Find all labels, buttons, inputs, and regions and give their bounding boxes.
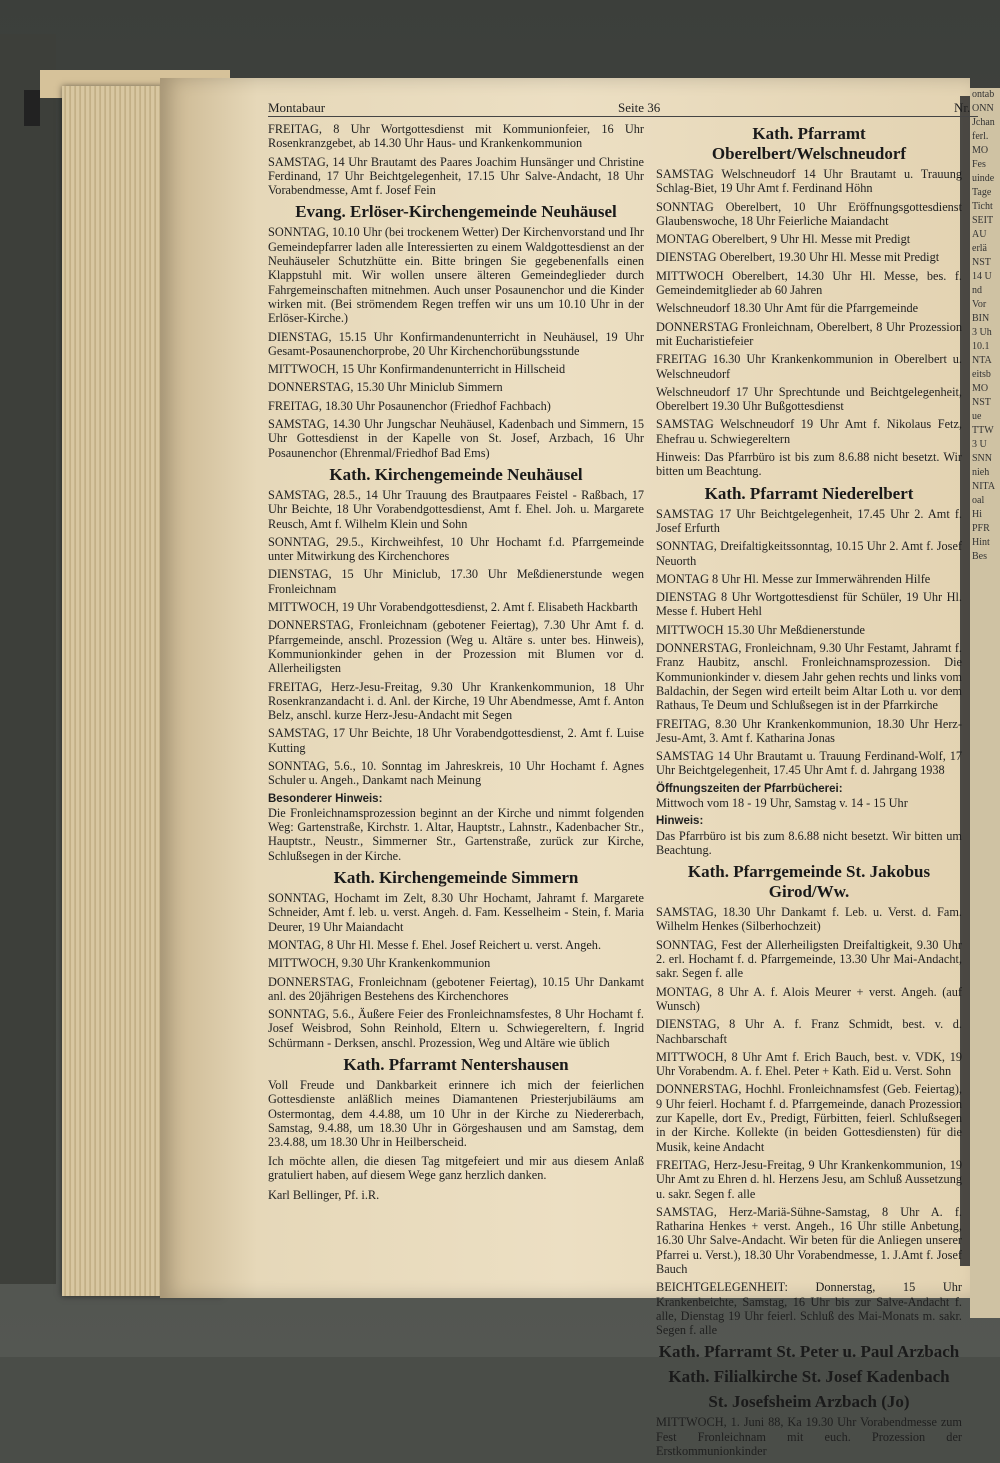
- next-page-fragment: NTA: [972, 355, 992, 366]
- service-entry: DONNERSTAG, Fronleichnam (gebotener Feiertag), 10.15 Uhr Dankamt anl. des 20jährigen Bestehens des Kirchenchores: [268, 974, 644, 1003]
- opening-hours-text: Mittwoch vom 18 - 19 Uhr, Samstag v. 14 - 15 Uhr: [656, 795, 908, 810]
- service-entry: BEICHTGELEGENHEIT: Donnerstag, 15 Uhr Krankenbeichte, Samstag, 16 Uhr bis zur Salve-Andacht f. alle, Dienstag 19 Uhr feierl. Schluß des Mai-Monats m. sakr. Segen f. alle: [656, 1280, 962, 1338]
- hint-label: Hinweis:: [656, 815, 704, 828]
- next-page-fragment: 14 U: [972, 271, 992, 282]
- service-entry: SONNTAG, Dreifaltigkeitssonntag, 10.15 Uhr 2. Amt f. Josef Neuorth: [656, 539, 962, 568]
- next-page-fragment: NST: [972, 257, 991, 268]
- service-entry: Voll Freude und Dankbarkeit erinnere ich mich der feierlichen Gottesdienste anläßlich meines Diamantenen Priesterjubiläums am Ostermontag, dem 4.4.88, um 10 Uhr in der Kirche zu Niedererbach, Samstag, 9.4.88, um 18.30 Uhr in Görgeshausen und am Samstag, dem 23.4.88, um 18.30 Uhr in Heilberscheid.: [268, 1078, 644, 1150]
- section-title: Kath. Filialkirche St. Josef Kadenbach: [668, 1367, 950, 1387]
- service-entry: MITTWOCH 15.30 Uhr Meßdienerstunde: [656, 622, 866, 637]
- hint-label: Besonderer Hinweis:: [268, 792, 383, 805]
- next-page-fragment: ferl.: [972, 131, 989, 142]
- header-issue: Nr.: [954, 100, 971, 115]
- next-page-fragment: Bes: [972, 551, 987, 562]
- service-entry: DONNERSTAG, Hochhl. Fronleichnamsfest (Geb. Feiertag), 9 Uhr feierl. Hochamt f. d. Pfarrgemeinde, danach Prozession zur Kapelle, dort Ev., Predigt, Fürbitten, feierl. Schlußsegen in der Kirche. Kollekte (in beiden Gottesdiensten) für die Musik, keine Andacht: [656, 1082, 962, 1154]
- church-section: [656, 1367, 962, 1387]
- section-title: St. Josefsheim Arzbach (Jo): [708, 1392, 910, 1412]
- next-page-fragment: Fes: [972, 159, 986, 170]
- church-section: [656, 1392, 962, 1458]
- section-title: Kath. Pfarramt Niederelbert: [704, 483, 914, 503]
- next-page-fragment: Vor: [972, 299, 987, 310]
- next-page-fragment: nd: [972, 285, 982, 296]
- service-entry: FREITAG, 18.30 Uhr Posaunenchor (Friedhof Fachbach): [268, 398, 551, 413]
- service-entry: SONNTAG, 5.6., 10. Sonntag im Jahreskreis, 10 Uhr Hochamt f. Agnes Schuler u. Angeh., Dankamt nach Meinung: [268, 758, 644, 788]
- service-entry: DONNERSTAG, Fronleichnam, 9.30 Uhr Festamt, Jahramt f. Franz Haubitz, anschl. Fronleichnamsprozession. Die Kommunionkinder v. diesem Jahr gehen rechts und links vom Baldachin, der Segen wird erteilt beim Altar Loth u. vor dem Rathaus, Te Deum und Schlußsegen ist in der Pfarrkirche: [656, 641, 962, 713]
- next-page-fragment: ue: [972, 411, 982, 422]
- service-entry: FREITAG, Herz-Jesu-Freitag, 9 Uhr Krankenkommunion, 19 Uhr Amt zu Ehren d. hl. Herzens Jesu, am Schluß Aussetzung u. sakr. Segen f. alle: [656, 1157, 962, 1201]
- church-section: [656, 124, 962, 479]
- church-section: [268, 202, 644, 459]
- binder-clip: [24, 90, 40, 126]
- service-entry: MITTWOCH, 8 Uhr Amt f. Erich Bauch, best. v. VDK, 19 Uhr Vorabendm. A. f. Ehel. Peter + Kath. Eid u. Verst. Sohn: [656, 1049, 962, 1079]
- next-page-fragment: TTW: [972, 425, 994, 436]
- church-section: [268, 1055, 644, 1202]
- next-page-fragment: oal: [972, 495, 985, 506]
- next-page-fragment: eitsb: [972, 369, 991, 380]
- service-entry: SAMSTAG, 17 Uhr Beichte, 18 Uhr Vorabendgottesdienst, 2. Amt f. Luise Kutting: [268, 726, 644, 755]
- service-entry: SONNTAG, Fest der Allerheiligsten Dreifaltigkeit, 9.30 Uhr 2. erl. Hochamt f. d. Pfarrgemeinde, 13.30 Uhr Mai-Andacht, sakr. Segen f. alle: [656, 937, 962, 981]
- service-entry: MITTWOCH, 19 Uhr Vorabendgottesdienst, 2. Amt f. Elisabeth Hackbarth: [268, 600, 638, 615]
- section-title: Kath. Pfarramt St. Peter u. Paul Arzbach: [658, 1342, 960, 1362]
- binder-tab: [0, 34, 56, 1284]
- service-entry: DIENSTAG 8 Uhr Wortgottesdienst für Schüler, 19 Uhr Hl. Messe f. Hubert Hehl: [656, 590, 962, 619]
- signature: Karl Bellinger, Pf. i.R.: [268, 1188, 380, 1203]
- section-title: Kath. Pfarramt Nentershausen: [343, 1055, 569, 1075]
- service-entry: SAMSTAG, 18.30 Uhr Dankamt f. Leb. u. Verst. d. Fam. Wilhelm Henkes (Silberhochzeit): [656, 905, 962, 934]
- service-entry: SONNTAG, 29.5., Kirchweihfest, 10 Uhr Hochamt f.d. Pfarrgemeinde unter Mitwirkung des Kirchenchores: [268, 534, 644, 564]
- service-entry: DONNERSTAG, Fronleichnam (gebotener Feiertag), 7.30 Uhr Amt f. d. Pfarrgemeinde, anschl. Prozession (Weg u. Altäre s. unter bes. Hinweis), Kommunionkinder gehen in der Prozession mit Blumen vor d. Allerheiligsten: [268, 618, 644, 676]
- section-title: Kath. Kirchengemeinde Simmern: [333, 868, 579, 888]
- next-page-fragment: Tage: [972, 187, 992, 198]
- service-entry: SAMSTAG 17 Uhr Beichtgelegenheit, 17.45 Uhr 2. Amt f. Josef Erfurth: [656, 506, 962, 535]
- service-entry: MITTWOCH, 15 Uhr Konfirmandenunterricht in Hillscheid: [268, 362, 566, 377]
- right-column: [656, 120, 962, 1463]
- next-page-fragment: Ticht: [972, 201, 993, 212]
- next-page-fragment: BIN: [972, 313, 990, 324]
- service-entry: MITTWOCH, 1. Juni 88, Ka 19.30 Uhr Vorabendmesse zum Fest Fronleichnam mit euch. Prozession der Erstkommunionkinder: [656, 1415, 962, 1459]
- service-entry: MONTAG, 8 Uhr Hl. Messe f. Ehel. Josef Reichert u. verst. Angeh.: [268, 937, 602, 952]
- section-title: Kath. Kirchengemeinde Neuhäusel: [329, 464, 583, 484]
- service-entry: Welschneudorf 18.30 Uhr Amt für die Pfarrgemeinde: [656, 301, 919, 316]
- service-entry: SAMSTAG, 14.30 Uhr Jungschar Neuhäusel, Kadenbach und Simmern, 15 Uhr Gottesdienst in der Kapelle von St. Josef, Arzbach, 16 Uhr Posaunenchor (Ehrenmal/Friedhof Bad Ems): [268, 417, 644, 460]
- next-page-fragment: 3 Uh: [972, 327, 992, 338]
- section-title: Evang. Erlöser-Kirchengemeinde Neuhäusel: [295, 202, 617, 222]
- church-section: [268, 465, 644, 863]
- service-entry: Hinweis: Das Pfarrbüro ist bis zum 8.6.88 nicht besetzt. Wir bitten um Beachtung.: [656, 450, 962, 479]
- service-entry: DIENSTAG Oberelbert, 19.30 Uhr Hl. Messe mit Predigt: [656, 250, 940, 265]
- next-page-fragment: MO: [972, 383, 989, 394]
- header-page-number: Seite 36: [618, 100, 661, 115]
- service-entry: FREITAG, 8 Uhr Wortgottesdienst mit Kommunionfeier, 16 Uhr Rosenkranzgebet, ab 14.30 Uhr Haus- und Krankenkommunion: [268, 122, 644, 151]
- next-page-fragment: AU: [972, 229, 987, 240]
- service-entry: SAMSTAG Welschneudorf 14 Uhr Brautamt u. Trauung Schlag-Biet, 19 Uhr Amt f. Ferdinand Höhn: [656, 167, 962, 196]
- next-page-fragment: SEIT: [972, 215, 994, 226]
- service-entry: DONNERSTAG, 15.30 Uhr Miniclub Simmern: [268, 380, 503, 395]
- church-section: [656, 862, 962, 1337]
- service-entry: DONNERSTAG Fronleichnam, Oberelbert, 8 Uhr Prozession mit Eucharistiefeier: [656, 319, 962, 348]
- service-entry: SONNTAG Oberelbert, 10 Uhr Eröffnungsgottesdienst Glaubenswoche, 18 Uhr Feierliche Maiandacht: [656, 199, 962, 228]
- next-page-fragment: nieh: [972, 467, 990, 478]
- section-title: Kath. Pfarramt Oberelbert/Welschneudorf: [711, 124, 907, 163]
- next-page-fragment: 3 U: [972, 439, 987, 450]
- left-column: [268, 122, 644, 1207]
- service-entry: MITTWOCH Oberelbert, 14.30 Uhr Hl. Messe, bes. f. Gemeindemitglieder ab 60 Jahren: [656, 268, 962, 298]
- next-page-fragment: SNN: [972, 453, 993, 464]
- service-entry: Welschneudorf 17 Uhr Sprechtunde und Beichtgelegenheit, Oberelbert 19.30 Uhr Bußgottesdienst: [656, 384, 962, 414]
- next-page-fragment: ONN: [972, 103, 994, 114]
- service-entry: SAMSTAG Welschneudorf 19 Uhr Amt f. Nikolaus Fetz, Ehefrau u. Schwiegereltern: [656, 417, 962, 446]
- service-entry: DIENSTAG, 15 Uhr Miniclub, 17.30 Uhr Meßdienerstunde wegen Fronleichnam: [268, 567, 644, 596]
- next-page-fragment: NITA: [972, 481, 996, 492]
- next-page-fragment: MO: [972, 145, 989, 156]
- service-entry: SAMSTAG, Herz-Mariä-Sühne-Samstag, 8 Uhr A. f. Ratharina Henkes + verst. Angeh., 16 Uhr stille Anbetung, 16.30 Uhr Salve-Andacht. Wir beten für die Anliegen unserer Pfarrei u. Verst.), 18.30 Uhr Vorabendmesse, 1. J.Amt f. Josef Bauch: [656, 1204, 962, 1276]
- church-section: [268, 868, 644, 1050]
- next-page-strip: [970, 88, 1000, 1318]
- service-entry: MONTAG, 8 Uhr A. f. Alois Meurer + verst. Angeh. (auf Wunsch): [656, 984, 962, 1013]
- opening-hours-label: Öffnungszeiten der Pfarrbücherei:: [656, 782, 843, 795]
- next-page-fragment: Hint: [972, 537, 990, 548]
- next-page-fragment: uinde: [972, 173, 995, 184]
- hint-text: Die Fronleichnamsprozession beginnt an der Kirche und nimmt folgenden Weg: Gartenstraße, Kirchstr. 1. Altar, Hauptstr., Lahnstr., Kadenbacher Str., Hauptstr., Neustr., Simmerner Str., Gartenstraße, zurück zur Kirche, Schlußsegen in der Kirche.: [268, 805, 644, 863]
- hint-text: Das Pfarrbüro ist bis zum 8.6.88 nicht besetzt. Wir bitten um Beachtung.: [656, 828, 962, 857]
- next-page-fragment: NST: [972, 397, 991, 408]
- service-entry: SAMSTAG, 14 Uhr Brautamt des Paares Joachim Hunsänger und Christine Ferdinand, 17 Uhr Beichtgelegenheit, 17.15 Uhr Salve-Andacht, 18 Uhr Vorabendmesse, Amt f. Josef Fein: [268, 154, 644, 198]
- church-section: [656, 484, 962, 858]
- church-section: [268, 122, 644, 197]
- next-page-fragment: Hi: [972, 509, 982, 520]
- service-entry: DIENSTAG, 8 Uhr A. f. Franz Schmidt, best. v. d. Nachbarschaft: [656, 1017, 962, 1046]
- next-page-fragment: ontab: [972, 89, 995, 100]
- service-entry: MONTAG 8 Uhr Hl. Messe zur Immerwährenden Hilfe: [656, 571, 931, 586]
- service-entry: FREITAG, 8.30 Uhr Krankenkommunion, 18.30 Uhr Herz-Jesu-Amt, 3. Amt f. Katharina Jonas: [656, 716, 962, 745]
- service-entry: SAMSTAG, 28.5., 14 Uhr Trauung des Brautpaares Feistel - Raßbach, 17 Uhr Beichte, 18 Uhr Vorabendgottesdienst, Amt f. Ehel. Joh. u. Margarete Reusch, Amt f. Wilhelm Klein und Sohn: [268, 487, 644, 531]
- service-entry: SONNTAG, Hochamt im Zelt, 8.30 Uhr Hochamt, Jahramt f. Margarete Schneider, Amt f. leb. u. verst. Angeh. d. Fam. Kesselheim - Stein, f. Maria Deurer, 19 Uhr Maiandacht: [268, 891, 644, 934]
- service-entry: DIENSTAG, 15.15 Uhr Konfirmandenunterricht in Neuhäusel, 19 Uhr Gesamt-Posaunenchorprobe, 20 Uhr Kirchenchorübungsstunde: [268, 329, 644, 358]
- service-entry: SONNTAG, 5.6., Äußere Feier des Fronleichnamsfestes, 8 Uhr Hochamt f. Josef Weisbrod, Sohn Reinhold, Eltern u. Schwiegereltern, f. Ingrid Schürmann - Derksen, anschl. Prozession, Weg und Altäre wie üblich: [268, 1007, 644, 1050]
- service-entry: FREITAG, Herz-Jesu-Freitag, 9.30 Uhr Krankenkommunion, 18 Uhr Rosenkranzandacht i. d. Anl. der Kirche, 19 Uhr Abendmesse, Amt f. Anton Belz, anschl. kurze Herz-Jesu-Andacht mit Segen: [268, 679, 644, 723]
- service-entry: MONTAG Oberelbert, 9 Uhr Hl. Messe mit Predigt: [656, 232, 911, 247]
- service-entry: MITTWOCH, 9.30 Uhr Krankenkommunion: [268, 956, 491, 971]
- page-header: [268, 100, 978, 117]
- next-page-fragment: 10.1: [972, 341, 990, 352]
- header-town: Montabaur: [268, 100, 326, 115]
- next-page-fragment: Jchan: [972, 117, 995, 128]
- service-entry: SAMSTAG 14 Uhr Brautamt u. Trauung Ferdinand-Wolf, 17 Uhr Beichtgelegenheit, 17.45 Uhr Amt f. d. Jahrgang 1938: [656, 749, 962, 778]
- service-entry: Ich möchte allen, die diesen Tag mitgefeiert und mir aus diesem Anlaß gratuliert haben, auf diesem Wege ganz herzlich danken.: [268, 1153, 644, 1182]
- service-entry: FREITAG 16.30 Uhr Krankenkommunion in Oberelbert u. Welschneudorf: [656, 352, 962, 381]
- section-title: Kath. Pfarrgemeinde St. Jakobus Girod/Ww.: [687, 862, 931, 902]
- next-page-fragment: PFR: [972, 523, 990, 534]
- next-page-fragment: erlä: [972, 243, 987, 254]
- service-entry: SONNTAG, 10.10 Uhr (bei trockenem Wetter) Der Kirchenvorstand und Ihr Gemeindepfarrer laden alle Interessierten zu einem Waldgottesdienst an der Neuhäuseler Schutzhütte ein. Bitte bringen Sie gegebenenfalls einen Klappstuhl mit. Wir wollen unsere älteren Gemeindeglieder durch Fahrgemeinschaften mitnehmen. Auch unser Posaunenchor und die Kinder wirken mit. (Bei strömendem Regen treffen wir uns um 10.10 Uhr in der Erlöser-Kirche.): [268, 225, 644, 326]
- church-section: [656, 1342, 962, 1362]
